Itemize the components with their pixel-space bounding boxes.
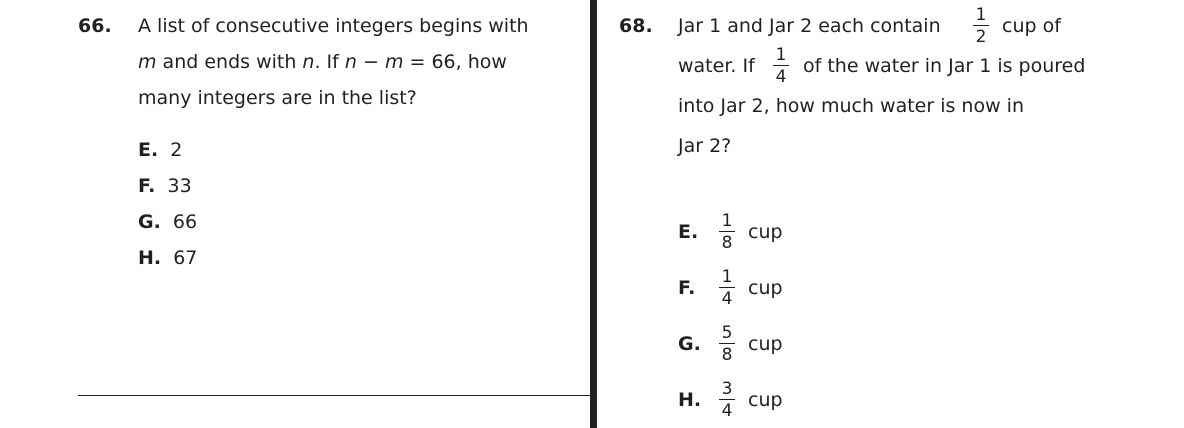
option-value: 67 bbox=[173, 247, 198, 269]
option-unit: cup bbox=[748, 221, 783, 243]
answer-option-f[interactable] bbox=[138, 175, 192, 197]
question-number: 68. bbox=[619, 15, 653, 37]
variable-n: n bbox=[302, 51, 315, 73]
option-letter: E. bbox=[678, 221, 699, 243]
question-text-line-2-start: water. If bbox=[678, 55, 755, 77]
option-fraction bbox=[719, 324, 735, 364]
fraction-numerator: 1 bbox=[775, 45, 787, 65]
fraction-bar bbox=[973, 25, 989, 26]
fraction-one-half bbox=[973, 6, 989, 46]
fraction-bar bbox=[773, 65, 789, 66]
option-fraction bbox=[719, 380, 735, 420]
fraction-denominator: 8 bbox=[721, 233, 733, 253]
fraction-bar bbox=[719, 287, 735, 288]
option-unit: cup bbox=[748, 277, 783, 299]
question-text-line-1: Jar 1 and Jar 2 each contain bbox=[678, 15, 941, 37]
left-bottom-rule bbox=[78, 395, 590, 396]
question-text-line-4: Jar 2? bbox=[678, 135, 732, 157]
option-letter: G. bbox=[138, 211, 161, 233]
fraction-denominator: 2 bbox=[975, 27, 987, 47]
fraction-numerator: 1 bbox=[721, 211, 733, 231]
fraction-numerator: 5 bbox=[721, 323, 733, 343]
question-text-line-2 bbox=[138, 51, 507, 73]
fraction-bar bbox=[719, 343, 735, 344]
answer-option-g[interactable] bbox=[138, 211, 197, 233]
column-divider bbox=[590, 0, 597, 428]
answer-option-h[interactable] bbox=[138, 247, 197, 269]
fraction-numerator: 3 bbox=[721, 379, 733, 399]
question-text-line-1-end: cup of bbox=[1002, 15, 1061, 37]
fraction-one-quarter bbox=[773, 46, 789, 86]
variable-m: m bbox=[384, 51, 404, 73]
fraction-denominator: 8 bbox=[721, 345, 733, 365]
question-text-line-2-end: of the water in Jar 1 is poured bbox=[803, 55, 1086, 77]
answer-option-e[interactable] bbox=[138, 139, 182, 161]
fraction-numerator: 1 bbox=[721, 267, 733, 287]
fraction-denominator: 4 bbox=[721, 401, 733, 421]
fraction-denominator: 4 bbox=[775, 67, 787, 87]
fraction-bar bbox=[719, 231, 735, 232]
option-value: 66 bbox=[172, 211, 198, 233]
question-text-line-3: into Jar 2, how much water is now in bbox=[678, 95, 1024, 117]
option-fraction bbox=[719, 212, 735, 252]
variable-n: n bbox=[344, 51, 357, 73]
fraction-denominator: 4 bbox=[721, 289, 733, 309]
fraction-numerator: 1 bbox=[975, 5, 987, 25]
fraction-bar bbox=[719, 399, 735, 400]
option-value: 33 bbox=[167, 175, 192, 197]
text-segment: . If bbox=[314, 51, 345, 73]
option-letter: H. bbox=[678, 389, 702, 411]
option-value: 2 bbox=[170, 139, 183, 161]
minus-sign: − bbox=[356, 51, 385, 73]
question-text-line-1: A list of consecutive integers begins with bbox=[138, 15, 529, 37]
variable-m: m bbox=[138, 51, 157, 73]
option-letter: F. bbox=[678, 277, 696, 299]
option-unit: cup bbox=[748, 389, 783, 411]
text-segment: and ends with bbox=[156, 51, 303, 73]
option-letter: G. bbox=[678, 333, 701, 355]
option-letter: E. bbox=[138, 139, 159, 161]
option-letter: F. bbox=[138, 175, 156, 197]
text-segment: = 66, how bbox=[403, 51, 507, 73]
question-text-line-3: many integers are in the list? bbox=[138, 87, 417, 109]
option-unit: cup bbox=[748, 333, 783, 355]
option-fraction bbox=[719, 268, 735, 308]
question-number: 66. bbox=[78, 15, 112, 37]
option-letter: H. bbox=[138, 247, 162, 269]
